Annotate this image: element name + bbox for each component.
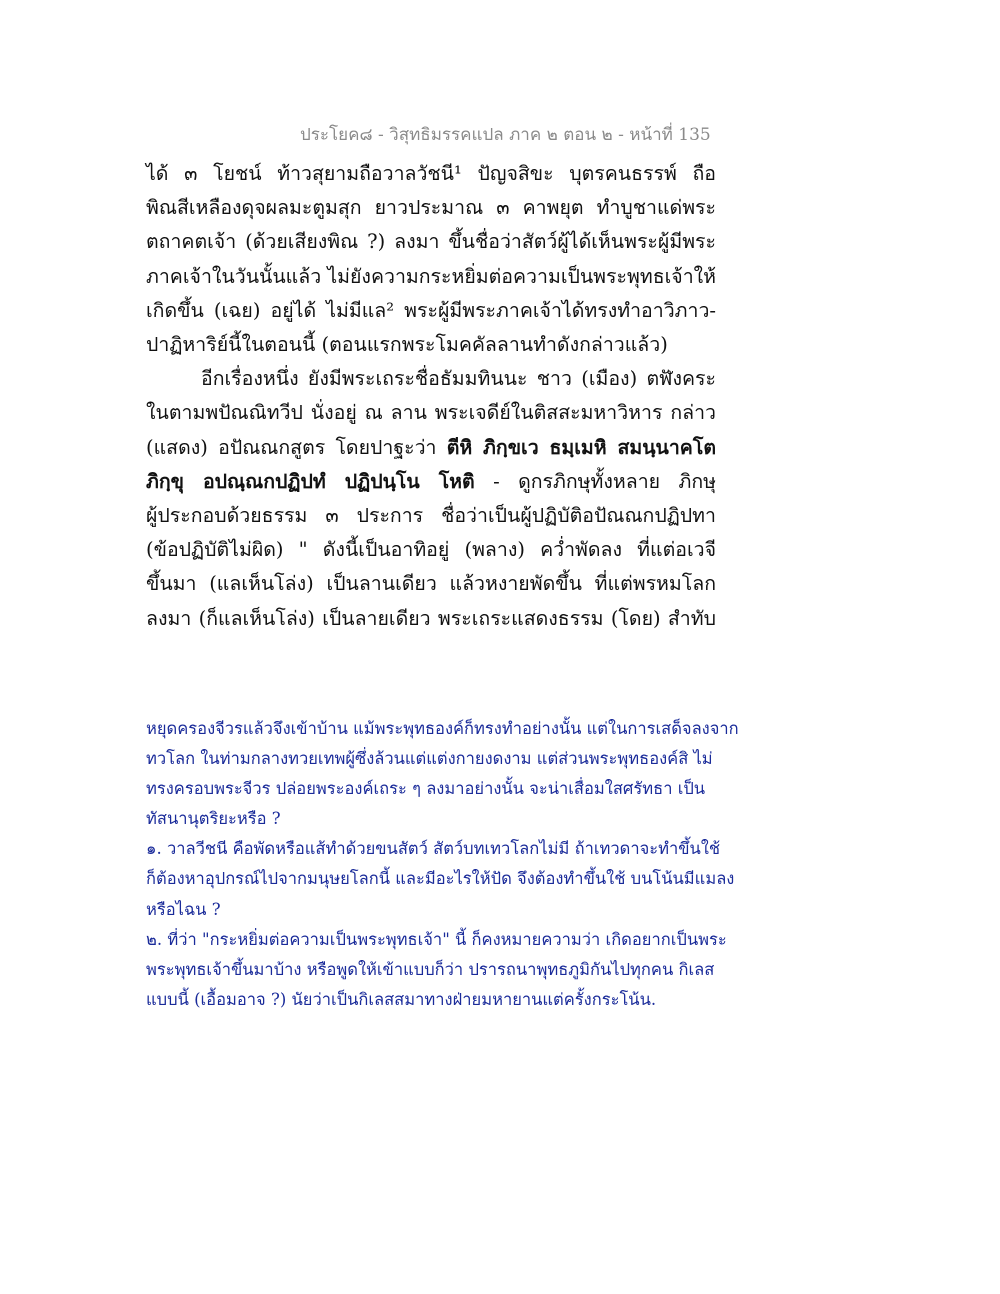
text-line: ภาคเจ้าในวันนั้นแล้ว ไม่ยังความกระหยิ่มต่อความเป็นพระพุทธเจ้าให้ [146,264,717,288]
footnote-line: ๑. วาลวีชนี คือพัดหรือแส้ทำด้วยขนสัตว์ สัตว์บทเทวโลกไม่มี ถ้าเทวดาจะทำขึ้นใช้ [146,839,721,859]
text-span: (แสดง) อปัณณกสูตร โดยปาฐะว่า [146,435,447,459]
text-line: เกิดขึ้น (เฉย) อยู่ได้ ไม่มีแล² พระผู้มีพระภาคเจ้าได้ทรงทำอาวิภาว- [146,298,716,322]
text-line: ผู้ประกอบด้วยธรรม ๓ ประการ ชื่อว่าเป็นผู้ปฏิบัติอปัณณกปฏิปทา [146,504,716,528]
footnote-line: ๒. ที่ว่า "กระหยิ่มต่อความเป็นพระพุทธเจ้า" นี้ ก็คงหมายความว่า เกิดอยากเป็นพระ [146,929,727,949]
running-header: ประโยค๘ - วิสุทธิมรรคแปล ภาค ๒ ตอน ๒ - หน้าที่ 135 [300,125,711,145]
text-line: ได้ ๓ โยชน์ ท้าวสุยามถือวาลวัชนี¹ ปัญจสิขะ บุตรคนธรรพ์ ถือ [146,162,716,185]
text-line: ปาฏิหาริย์นี้ในตอนนี้ (ตอนแรกพระโมคคัลลานทำดังกล่าวแล้ว) [146,333,668,357]
footnote-line: แบบนี้ (เอื้อมอาจ ?) นัยว่าเป็นกิเลสสมาทางฝ่ายมหายานแต่ครั้งกระโน้น. [146,989,657,1009]
text-line: ขึ้นมา (แลเห็นโล่ง) เป็นลานเดียว แล้วหงายพัดขึ้น ที่แต่พรหมโลก [146,572,716,596]
footnote-line: หยุดครองจีวรแล้วจึงเข้าบ้าน แม้พระพุทธองค์ก็ทรงทำอย่างนั้น แต่ในการเสด็จลงจาก [146,719,739,738]
footnote-line: ก็ต้องหาอุปกรณ์ไปจากมนุษยโลกนี้ และมีอะไรให้ปัด จึงต้องทำขึ้นใช้ บนโน้นมีแมลง [146,869,735,889]
text-line: (ข้อปฏิบัติไม่ผิด) " ดังนี้เป็นอาทิอยู่ (พลาง) คว่ำพัดลง ที่แต่อเวจี [146,538,716,562]
text-line-with-pali [146,431,716,465]
text-line: พิณสีเหลืองดุจผลมะตูมสุก ยาวประมาณ ๓ คาพยุต ทำบูชาแด่พระ [146,196,716,220]
pali-quote: ตีหิ ภิกฺขเว ธมฺเมหิ สมนฺนาคโต [446,435,716,459]
text-span: - ดูกรภิกษุทั้งหลาย ภิกษุ [474,469,716,493]
main-text [146,157,716,636]
pali-quote: ภิกฺขุ อปณฺณกปฏิปทํ ปฏิปนฺโน โหติ [146,469,475,493]
paragraph-start-line: อีกเรื่องหนึ่ง ยังมีพระเถระชื่อธัมมทินนะ ชาว (เมือง) ตฬังคระ [201,367,716,391]
footnote-line: พระพุทธเจ้าขึ้นมาบ้าง หรือพูดให้เข้าแบบก็ว่า ปรารถนาพุทธภูมิกันไปทุกคน กิเลส [146,959,715,979]
footnotes [146,714,758,1015]
footnote-line: ทวโลก ในท่ามกลางทวยเทพผู้ซึ่งล้วนแต่แต่งกายงดงาม แต่ส่วนพระพุทธองค์สิ ไม่ [146,749,713,769]
footnote-line: หรือไฉน ? [146,899,221,919]
text-line: ลงมา (ก็แลเห็นโล่ง) เป็นลายเดียว พระเถระแสดงธรรม (โดย) สำทับ [146,606,716,630]
footnote-line: ทรงครอบพระจีวร ปล่อยพระองค์เถระ ๆ ลงมาอย่างนั้น จะน่าเสื่อมใสศรัทธา เป็น [146,779,706,799]
text-line: ตถาคตเจ้า (ด้วยเสียงพิณ ?) ลงมา ขึ้นชื่อว่าสัตว์ผู้ได้เห็นพระผู้มีพระ [146,230,716,254]
text-line-with-pali [146,465,716,499]
text-line: ในตามพปัณณิทวีป นั่งอยู่ ณ ลาน พระเจดีย์ในติสสะมหาวิหาร กล่าว [146,401,716,425]
footnote-line: ทัสนานุตริยะหรือ ? [146,809,281,829]
